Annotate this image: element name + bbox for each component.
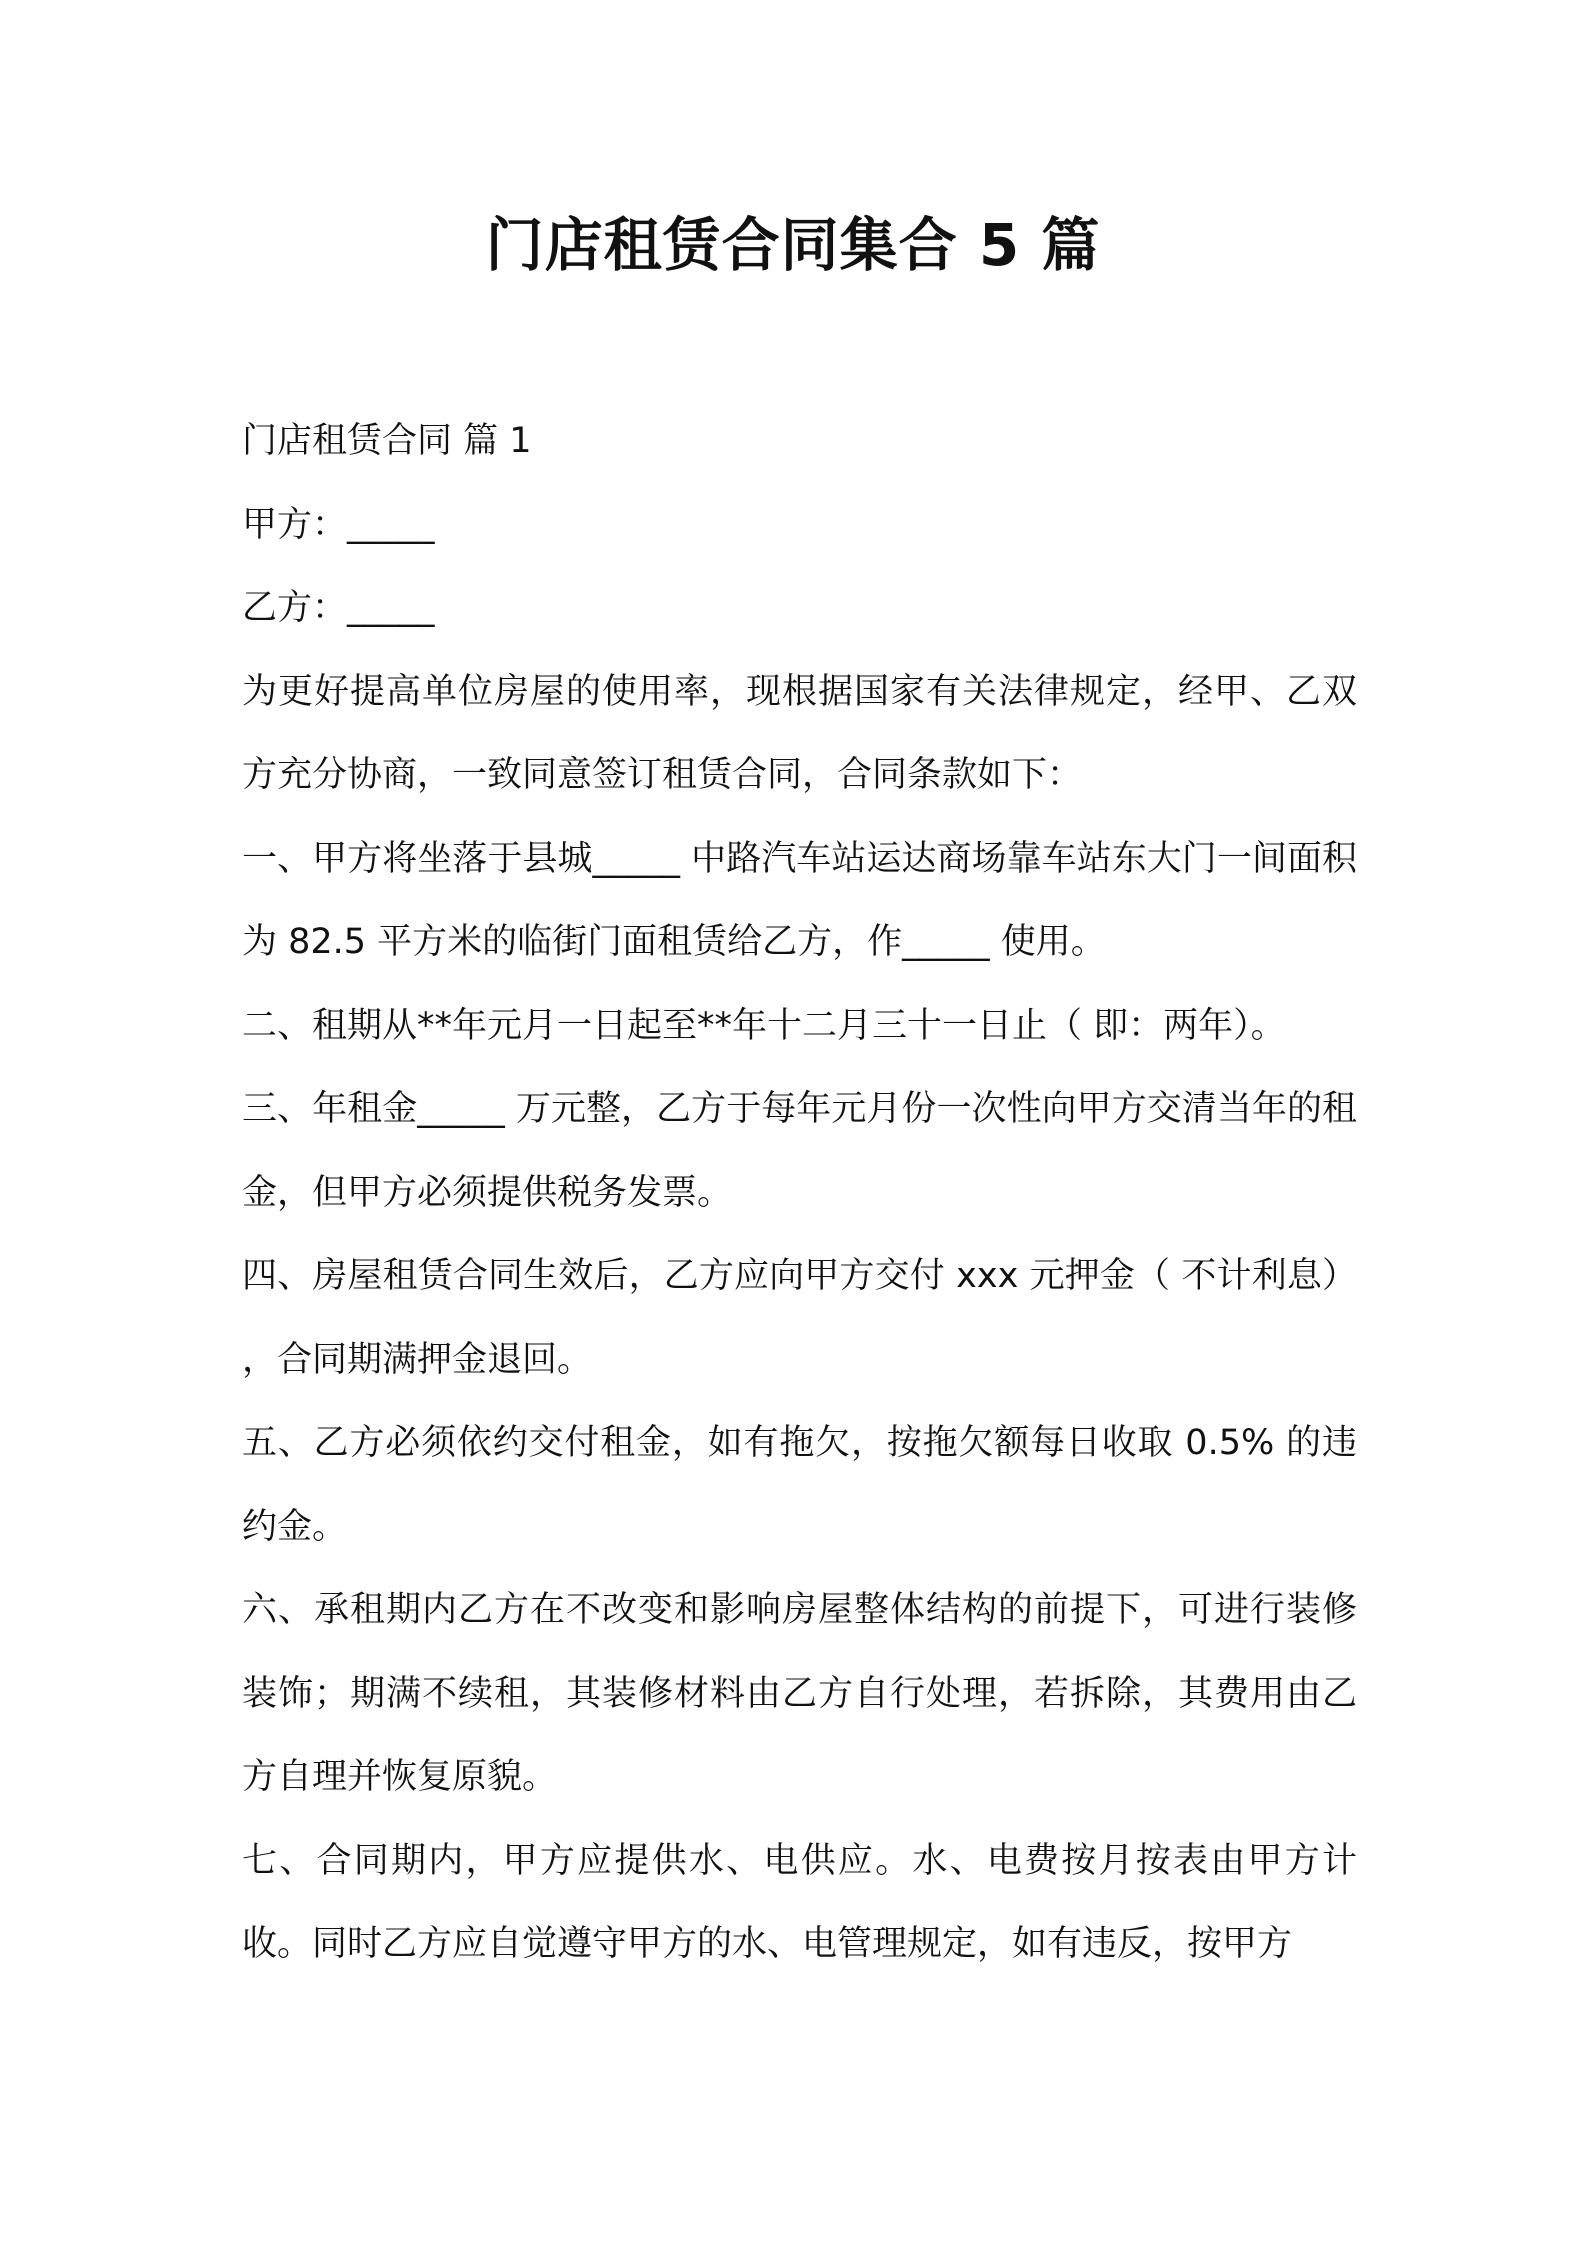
clause-7: 七、合同期内，甲方应提供水、电供应。水、电费按月按表由甲方计收。同时乙方应自觉遵守甲方的水、电管理规定，如有违反，按甲方 [242,1840,1357,1964]
preamble-paragraph: 为更好提高单位房屋的使用率，现根据国家有关法律规定，经甲、乙双方充分协商，一致同意签订租赁合同，合同条款如下： [242,671,1357,795]
clause-3: 三、年租金_____ 万元整，乙方于每年元月份一次性向甲方交清当年的租金，但甲方必须提供税务发票。 [242,1089,1357,1213]
document-body [242,400,1357,1987]
party-b-line: 乙方：_____ [242,588,435,628]
document-title: 门店租赁合同集合 5 篇 [485,211,1101,279]
clause-4: 四、房屋租赁合同生效后，乙方应向甲方交付 xxx 元押金（ 不计利息） ，合同期满押金退回。 [242,1256,1357,1380]
clause-6: 六、承租期内乙方在不改变和影响房屋整体结构的前提下，可进行装修装饰；期满不续租，其装修材料由乙方自行处理，若拆除，其费用由乙方自理并恢复原貌。 [242,1590,1357,1797]
clause-2: 二、租期从**年元月一日起至**年十二月三十一日止（ 即：两年）。 [242,1005,1286,1046]
clause-1: 一、甲方将坐落于县城_____ 中路汽车站运达商场靠车站东大门一间面积为 82.5 平方米的临街门面租赁给乙方，作_____ 使用。 [242,838,1357,962]
section-heading: 门店租赁合同 篇 1 [242,421,532,461]
party-a-line: 甲方：_____ [242,504,435,545]
clause-5: 五、乙方必须依约交付租金，如有拖欠，按拖欠额每日收取 0.5% 的违约金。 [242,1423,1357,1547]
